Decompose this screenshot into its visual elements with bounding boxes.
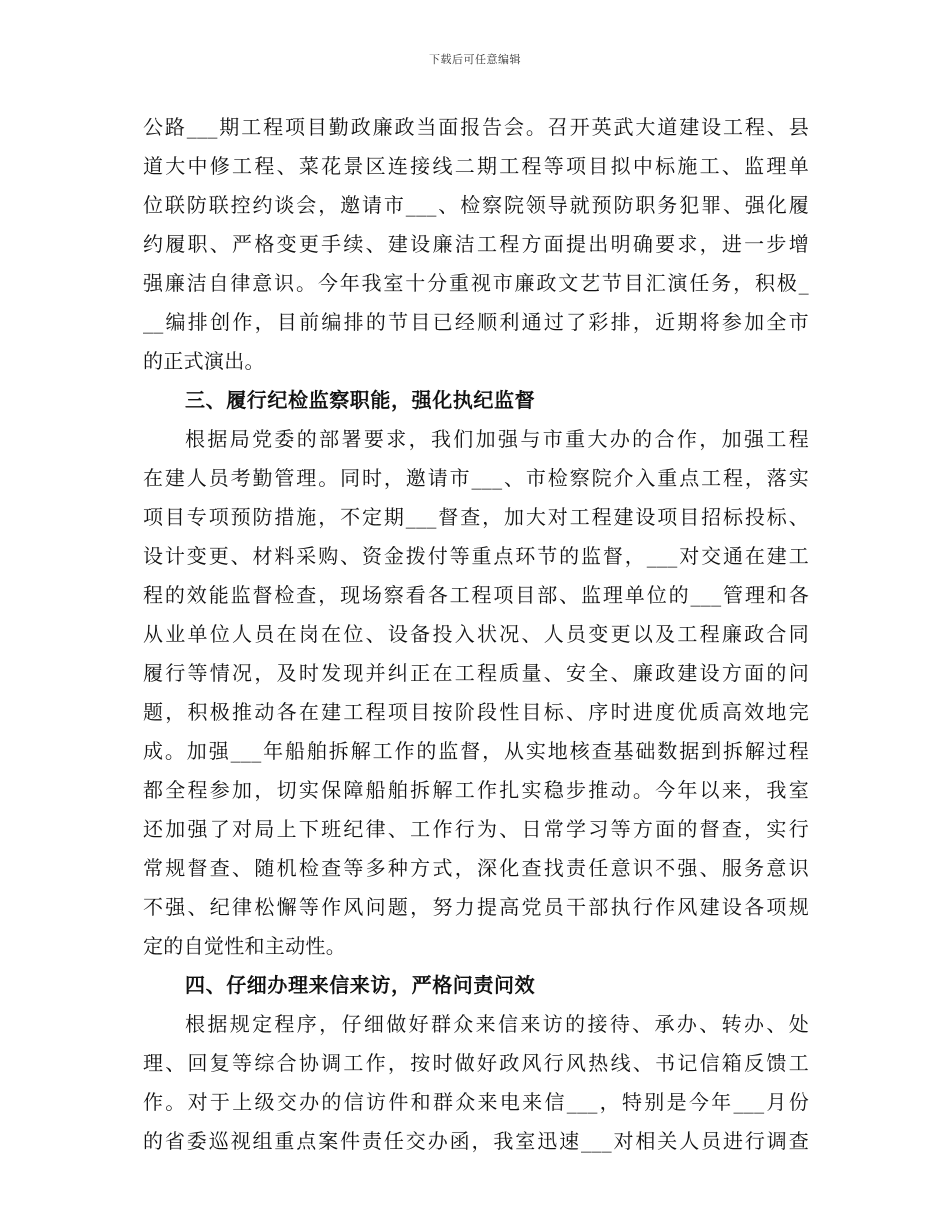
body-line: 在建人员考勤管理。同时，邀请市___、市检察院介入重点工程，落实 <box>143 466 809 490</box>
body-line: 的省委巡视组重点案件责任交办函，我室迅速___对相关人员进行调查 <box>143 1129 809 1153</box>
body-line: 常规督查、随机检查等多种方式，深化查找责任意识不强、服务意识 <box>143 856 809 880</box>
body-line: 约履职、严格变更手续、建设廉洁工程方面提出明确要求，进一步增 <box>143 232 809 256</box>
body-line: 的正式演出。 <box>143 349 265 373</box>
body-line: 理、回复等综合协调工作，按时做好政风行风热线、书记信箱反馈工 <box>143 1051 809 1075</box>
body-line: 作。对于上级交办的信访件和群众来电来信___，特别是今年___月份 <box>143 1090 809 1114</box>
body-line: 题，积极推动各在建工程项目按阶段性目标、序时进度优质高效地完 <box>143 700 809 724</box>
body-line: 不强、纪律松懈等作风问题，努力提高党员干部执行作风建设各项规 <box>143 895 809 919</box>
body-line: 位联防联控约谈会，邀请市___、检察院领导就预防职务犯罪、强化履 <box>143 193 809 217</box>
section-heading: 四、仔细办理来信来访，严格问责问效 <box>185 973 536 997</box>
body-line: 从业单位人员在岗在位、设备投入状况、人员变更以及工程廉政合同 <box>143 622 809 646</box>
body-line: __编排创作，目前编排的节目已经顺利通过了彩排，近期将参加全市 <box>143 310 809 334</box>
body-line: 都全程参加，切实保障船舶拆解工作扎实稳步推动。今年以来，我室 <box>143 778 809 802</box>
body-line: 强廉洁自律意识。今年我室十分重视市廉政文艺节目汇演任务，积极_ <box>143 271 809 295</box>
page-header-note: 下载后可任意编辑 <box>429 53 521 66</box>
body-line: 公路___期工程项目勤政廉政当面报告会。召开英武大道建设工程、县 <box>143 115 809 139</box>
body-line: 定的自觉性和主动性。 <box>143 934 346 958</box>
body-line: 项目专项预防措施，不定期___督查，加大对工程建设项目招标投标、 <box>143 505 809 529</box>
body-line: 履行等情况，及时发现并纠正在工程质量、安全、廉政建设方面的问 <box>143 661 809 685</box>
body-line: 成。加强___年船舶拆解工作的监督，从实地核查基础数据到拆解过程 <box>143 739 809 763</box>
body-line: 设计变更、材料采购、资金拨付等重点环节的监督，___对交通在建工 <box>143 544 809 568</box>
section-heading: 三、履行纪检监察职能，强化执纪监督 <box>185 388 536 412</box>
body-line: 还加强了对局上下班纪律、工作行为、日常学习等方面的督查，实行 <box>143 817 809 841</box>
body-line: 根据规定程序，仔细做好群众来信来访的接待、承办、转办、处 <box>185 1012 809 1036</box>
document-body <box>143 108 809 1161</box>
body-line: 程的效能监督检查，现场察看各工程项目部、监理单位的___管理和各 <box>143 583 809 607</box>
body-line: 根据局党委的部署要求，我们加强与市重大办的合作，加强工程 <box>185 427 809 451</box>
body-line: 道大中修工程、菜花景区连接线二期工程等项目拟中标施工、监理单 <box>143 154 809 178</box>
